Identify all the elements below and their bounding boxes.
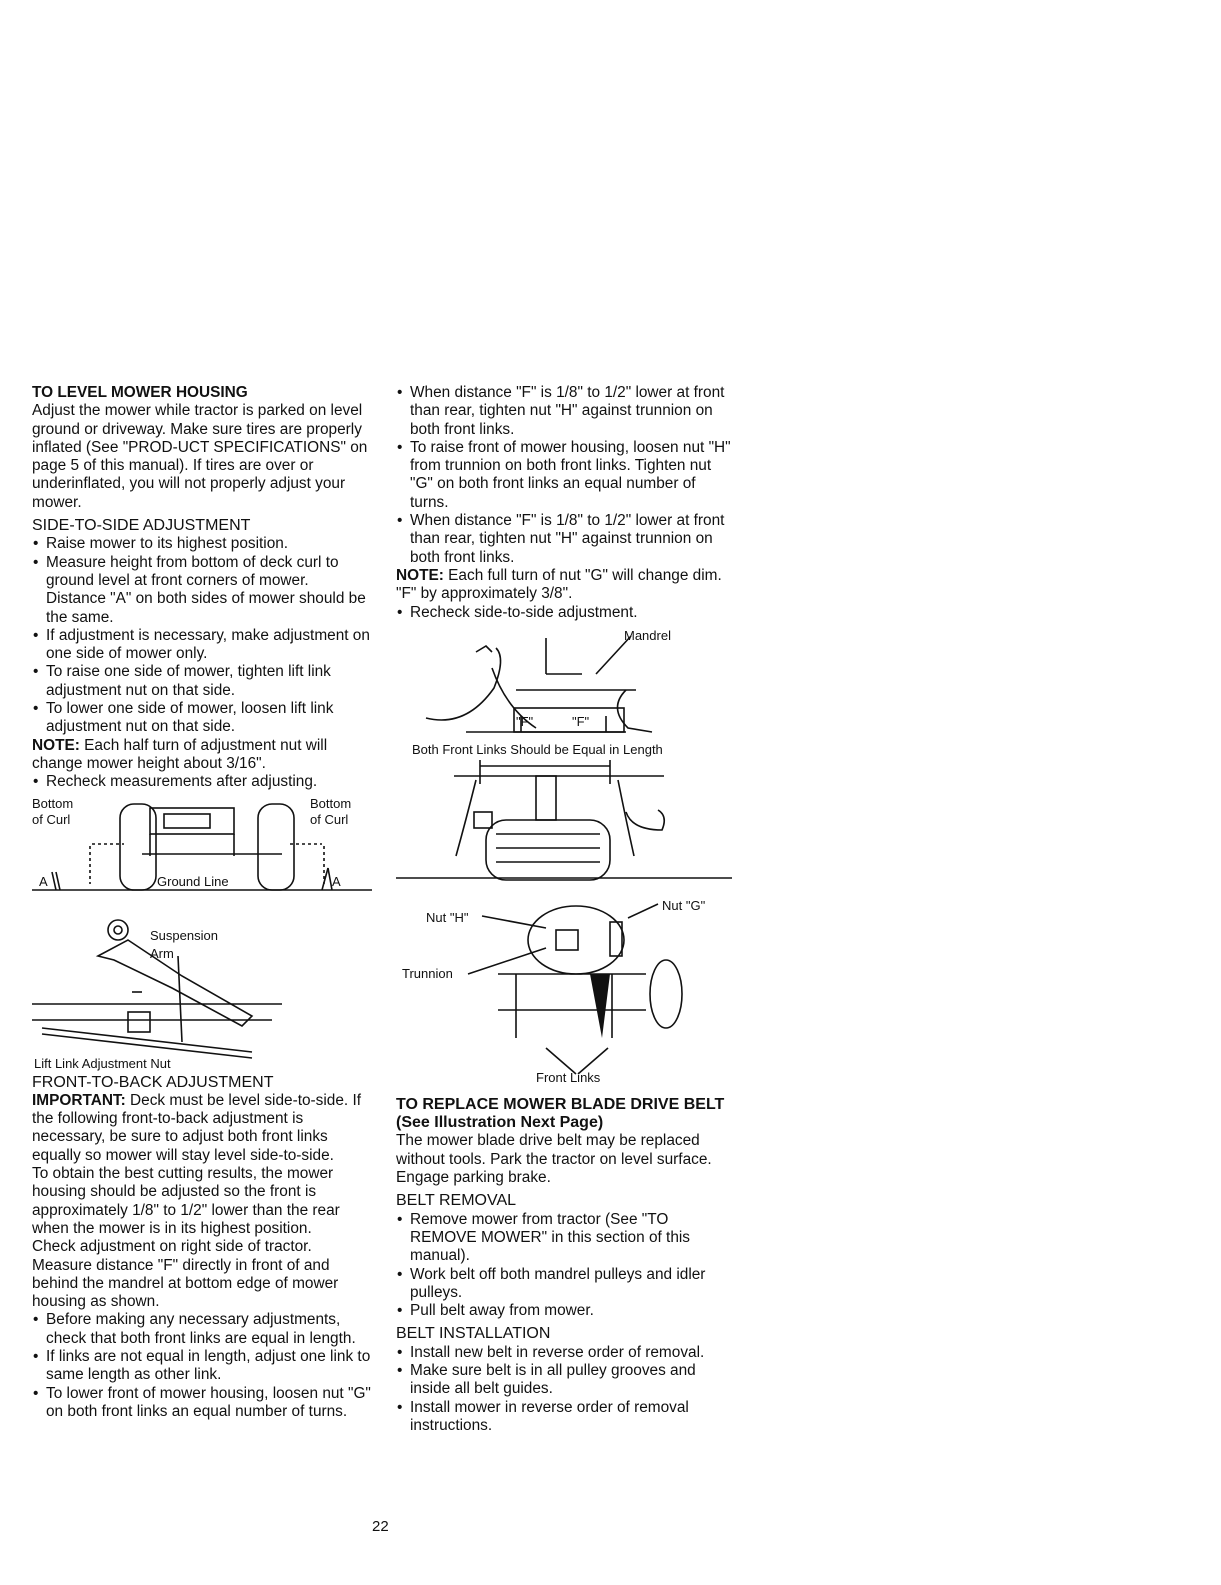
- suspension-arm-figure: [32, 916, 372, 1074]
- important-text: Deck must be level side-to-side. If the following front-to-back adjustment is necessary, be sure to adjust both front links equally so mower will stay level side-to-side.: [32, 1091, 361, 1164]
- list-item: • To lower one side of mower, loosen lift link adjustment nut on that side.: [32, 700, 372, 737]
- side-heading: SIDE-TO-SIDE ADJUSTMENT: [32, 517, 251, 535]
- list-item: • Recheck measurements after adjusting.: [32, 773, 372, 791]
- list-item: • Pull belt away from mower.: [396, 1302, 736, 1320]
- front-links-illustration: [396, 760, 736, 894]
- front-paragraph-2: Check adjustment on right side of tractor. Measure distance "F" directly in front of and behind the mandrel at bottom edge of mower housing as shown.: [32, 1238, 339, 1311]
- right-recheck-list: [396, 604, 736, 622]
- list-item: • Remove mower from tractor (See "TO REMOVE MOWER" in this section of this manual).: [396, 1211, 736, 1266]
- front-links-equal-caption: Both Front Links Should be Equal in Length: [412, 741, 663, 757]
- level-intro: Adjust the mower while tractor is parked on level ground or driveway. Make sure tires are properly inflated (See "PROD-UCT SPECIFICATIONS" on page 5 of this manual). If tires are over or underinflated, you will not properly adjust your mower.: [32, 402, 368, 511]
- bottom-label-right: Bottom: [310, 795, 352, 811]
- belt-intro: The mower blade drive belt may be replaced without tools. Park the tractor on level surface. Engage parking brake.: [396, 1132, 712, 1187]
- right-column: [396, 384, 736, 1435]
- list-item: • To lower front of mower housing, loosen nut "G" on both front links an equal number of turns.: [32, 1385, 372, 1422]
- side-recheck-list: [32, 773, 372, 791]
- list-item: • Raise mower to its highest position.: [32, 535, 372, 553]
- mandrel-distance-illustration: [396, 628, 736, 760]
- important-label: IMPORTANT:: [32, 1091, 126, 1109]
- ground-line-label: Ground Line: [157, 873, 229, 889]
- mandrel-figure: [396, 628, 736, 760]
- distance-a-right-label: A: [332, 873, 341, 889]
- list-item: • Install mower in reverse order of removal instructions.: [396, 1399, 736, 1436]
- front-list: [32, 1311, 372, 1421]
- list-item: • Work belt off both mandrel pulleys and idler pulleys.: [396, 1266, 736, 1303]
- nut-g-label: Nut "G": [662, 897, 706, 913]
- list-item: • When distance "F" is 1/8" to 1/2" lower at front than rear, tighten nut "H" against trunnion on both front links.: [396, 512, 736, 567]
- left-column: [32, 384, 372, 1421]
- mandrel-label: Mandrel: [624, 627, 671, 643]
- front-heading: FRONT-TO-BACK ADJUSTMENT: [32, 1073, 274, 1091]
- install-list: [396, 1344, 736, 1435]
- front-links-figure: [396, 760, 736, 894]
- list-item: • To raise front of mower housing, loosen nut "H" from trunnion on both front links. Tighten nut "G" on both front links an equal number of turns.: [396, 439, 736, 512]
- front-paragraph-1: To obtain the best cutting results, the mower housing should be adjusted so the front is approximately 1/8" to 1/2" lower than the rear when the mower is in its highest position.: [32, 1165, 340, 1237]
- note-label: NOTE:: [32, 736, 80, 754]
- list-item: • If adjustment is necessary, make adjustment on one side of mower only.: [32, 627, 372, 664]
- suspension-label: Suspension: [150, 927, 218, 943]
- note-text: Each half turn of adjustment nut will change mower height about 3/16".: [32, 736, 328, 772]
- note-label: NOTE:: [396, 566, 444, 584]
- distance-f-front-label: "F": [516, 713, 534, 729]
- lift-link-label: Lift Link Adjustment Nut: [34, 1055, 171, 1071]
- install-heading: BELT INSTALLATION: [396, 1325, 551, 1343]
- curl-label-left: of Curl: [32, 811, 71, 827]
- page-number: 22: [372, 1518, 389, 1535]
- belt-heading: TO REPLACE MOWER BLADE DRIVE BELT (See Illustration Next Page): [396, 1095, 725, 1132]
- distance-a-left-label: A: [39, 873, 48, 889]
- removal-list: [396, 1211, 736, 1321]
- list-item: • Install new belt in reverse order of removal.: [396, 1344, 736, 1362]
- list-item: • If links are not equal in length, adjust one link to same length as other link.: [32, 1348, 372, 1385]
- curl-label-right: of Curl: [310, 811, 349, 827]
- trunnion-label: Trunnion: [402, 965, 453, 981]
- list-item: • Recheck side-to-side adjustment.: [396, 604, 736, 622]
- bottom-of-curl-figure: [32, 794, 372, 906]
- important-paragraph: [32, 1092, 372, 1165]
- list-item: • To raise one side of mower, tighten lift link adjustment nut on that side.: [32, 663, 372, 700]
- distance-f-rear-label: "F": [572, 713, 590, 729]
- list-item: • Make sure belt is in all pulley grooves and inside all belt guides.: [396, 1362, 736, 1399]
- arm-label: Arm: [150, 945, 174, 961]
- level-heading: TO LEVEL MOWER HOUSING: [32, 384, 248, 401]
- list-item: • When distance "F" is 1/8" to 1/2" lower at front than rear, tighten nut "H" against trunnion on both front links.: [396, 384, 736, 439]
- nut-h-label: Nut "H": [426, 909, 469, 925]
- right-top-list: [396, 384, 736, 567]
- list-item: • Measure height from bottom of deck curl to ground level at front corners of mower. Distance "A" on both sides of mower should be the same.: [32, 554, 372, 627]
- side-note: [32, 737, 372, 774]
- nut-trunnion-figure: [396, 898, 736, 1084]
- right-note: [396, 567, 736, 604]
- nut-trunnion-illustration: [396, 898, 736, 1084]
- list-item: • Before making any necessary adjustments, check that both front links are equal in length.: [32, 1311, 372, 1348]
- side-list: [32, 535, 372, 736]
- note-text: Each full turn of nut "G" will change dim. "F" by approximately 3/8".: [396, 566, 722, 603]
- front-links-label: Front Links: [536, 1069, 601, 1085]
- bottom-label-left: Bottom: [32, 795, 74, 811]
- removal-heading: BELT REMOVAL: [396, 1192, 517, 1210]
